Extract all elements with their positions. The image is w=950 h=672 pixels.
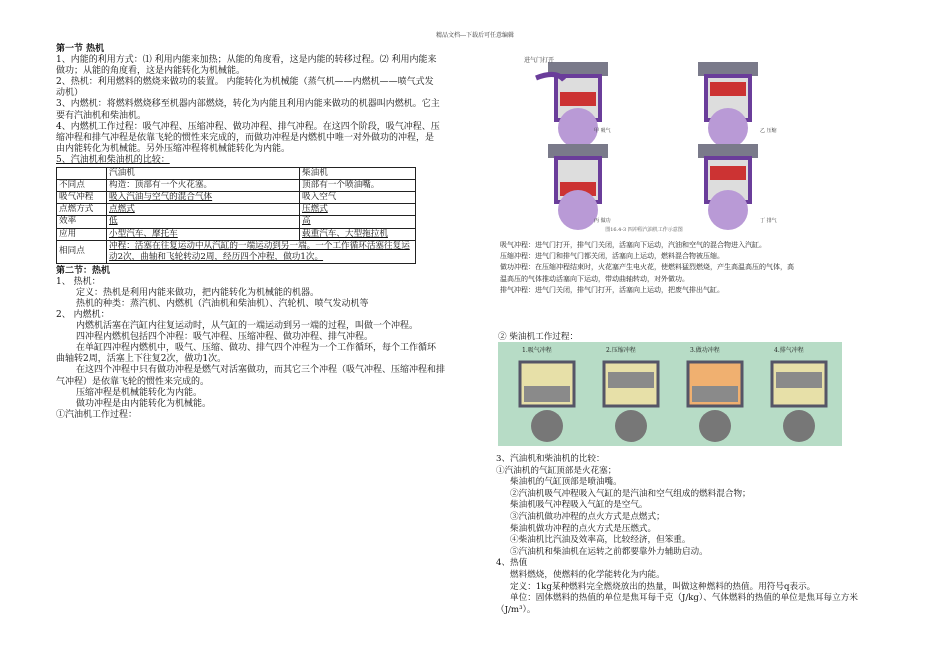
table-row — [57, 168, 416, 180]
s3-item-4: ④柴油机比汽油及效率高，比较经济，但笨重。 — [510, 535, 691, 546]
s4-title: 4、热值 — [496, 558, 528, 569]
s2-stroke-def: 内燃机活塞在汽缸内往复运动时，从气缸的一端运动到另一端的过程，叫做一个冲程。 — [76, 321, 419, 332]
table-row — [57, 216, 416, 228]
s3-item-1: ①汽油机的气缸顶部是火花塞； — [496, 465, 617, 476]
s2-compression: 压缩冲程是机械能转化为内能。 — [76, 387, 203, 398]
desc-power: 做功冲程：在压缩冲程结束时，火花塞产生电火花，使燃料猛烈燃烧，产生高温高压的气体，高温高压的气体推动活塞向下运动，带动曲轴转动，对外做功。 — [500, 263, 794, 283]
s3-title: 3、汽油机和柴油机的比较： — [496, 454, 605, 464]
table-cell: 吸气冲程 — [57, 192, 107, 204]
desc-exhaust: 排气冲程：进气门关闭，排气门打开，活塞向上运动，把废气排出气缸。 — [500, 285, 724, 294]
fig1-label-compression: 乙 压缩 — [760, 128, 777, 134]
para-1a: 1、内能的利用方式：⑴ 利用内能来加热；从能的角度看，这是内能的转移过程。⑵ 利用内能来 — [56, 55, 437, 66]
fig2-label-3: 3.做功冲程 — [690, 347, 720, 354]
para-2b: 动机） — [56, 88, 84, 99]
para-2a: 2、热机：利用燃料的燃烧来做功的装置。 内能转化为机械能（蒸气机——内燃机——喷气式发 — [56, 77, 434, 88]
table-cell: 相同点 — [57, 240, 107, 263]
para-4a: 4、内燃机工作过程：吸气冲程、压缩冲程、做功冲程、排气冲程。在这四个阶段，吸气冲程、压 — [56, 121, 440, 132]
s4-energy: 燃料燃烧，使燃料的化学能转化为内能。 — [510, 569, 665, 580]
diesel-caption: ② 柴油机工作过程： — [498, 332, 579, 342]
s2-definition: 定义：热机是利用内能来做功，把内能转化为机械能的机器。 — [76, 287, 320, 298]
table-cell: 顶部有一个喷油嘴。 — [300, 180, 416, 192]
table-cell: 载重汽车、大型拖拉机 — [300, 228, 416, 240]
s2-power: 做功冲程是由内能转化为机械能。 — [76, 398, 212, 409]
fig2-label-1: 1.吸气冲程 — [522, 347, 552, 354]
table-row — [57, 180, 416, 192]
table-cell: 低 — [107, 216, 300, 228]
engine-diagram-compression — [698, 62, 758, 148]
table-cell — [57, 168, 107, 180]
stroke-descriptions — [500, 240, 798, 296]
left-column — [56, 44, 466, 421]
s4-unit-1: 单位：固体燃料的热值的单位是焦耳每千克（J/kg）、气体燃料的热值的单位是焦耳每立方米 — [510, 593, 858, 604]
fig2-label-4: 4.排气冲程 — [774, 347, 804, 354]
s3-item-2b: 柴油机吸气冲程吸入气缸的是空气。 — [510, 500, 648, 511]
s2-gasoline-process: ①汽油机工作过程： — [56, 409, 138, 420]
s2-inertia-1: 在这四个冲程中只有做功冲程是燃气对活塞做功，而其它三个冲程（吸气冲程、压缩冲程和排 — [76, 365, 446, 376]
comparison-table — [56, 167, 416, 264]
table-cell: 吸入汽油与空气的混合气体 — [107, 192, 300, 204]
desc-intake: 吸气冲程：进气门打开，排气门关闭，活塞向下运动，汽油和空气的混合物进入汽缸。 — [500, 241, 766, 249]
s2-item-2: 2、 内燃机： — [56, 309, 110, 320]
diesel-engine-figure — [498, 342, 842, 446]
table-cell: 汽油机 — [107, 168, 300, 180]
s2-types: 热机的种类：蒸汽机、内燃机（汽油机和柴油机）、汽轮机、喷气发动机等 — [76, 298, 369, 309]
section-title: 第一节 热机 — [56, 44, 105, 54]
table-cell: 柴油机 — [300, 168, 416, 180]
fig1-label-power: 丙 做功 — [594, 218, 611, 224]
s3-item-2: ②汽油机吸气冲程吸入气缸的是汽油和空气组成的燃料混合物； — [510, 488, 751, 499]
table-row — [57, 228, 416, 240]
table-row — [57, 204, 416, 216]
page-header: 精品文档---下载后可任意编辑 — [435, 32, 515, 39]
fig1-label-intake-valve: 进气门打开 — [524, 57, 555, 64]
para-3b: 要有汽油机和柴油机。 — [56, 110, 147, 121]
section-2-title: 第二节：热机 — [56, 265, 111, 276]
s2-item-1: 1、 热机： — [56, 276, 101, 287]
table-cell: 吸入空气 — [300, 192, 416, 204]
fig1-label-intake: 甲 吸气 — [594, 128, 611, 134]
table-cell: 点燃方式 — [57, 204, 107, 216]
gasoline-engine-figure — [504, 44, 804, 234]
s2-four-strokes: 四冲程内燃机包括四个冲程：吸气冲程、压缩冲程、做功冲程、排气冲程。 — [76, 332, 374, 343]
para-1b: 做功；从能的角度看，这是内能转化为机械能。 — [56, 66, 246, 77]
s4-unit-2: （J/m³）。 — [496, 604, 536, 615]
table-row — [57, 240, 416, 263]
fig1-label-exhaust: 丁 排气 — [760, 218, 777, 224]
table-cell: 效率 — [57, 216, 107, 228]
table-cell: 应用 — [57, 228, 107, 240]
s3-item-3b: 柴油机做功冲程的点火方式是压燃式。 — [510, 523, 657, 534]
s4-definition: 定义：1kg某种燃料完全燃烧放出的热量，叫做这种燃料的热值。用符号q表示。 — [510, 581, 816, 592]
para-3a: 3、内燃机：将燃料燃烧移至机器内部燃烧，转化为内能且利用内能来做功的机器叫内燃机。它主 — [56, 99, 440, 110]
para-4c: 由内能转化为机械能。另外压缩冲程将机械能转化为内能。 — [56, 143, 291, 154]
para-4b: 缩冲程和排气冲程是依靠飞轮的惯性来完成的，而做功冲程是内燃机中唯一对外做功的冲程，是 — [56, 132, 435, 143]
s2-inertia-2: 气冲程）是依靠飞轮的惯性来完成的。 — [56, 376, 210, 387]
table-cell: 小型汽车、摩托车 — [107, 228, 300, 240]
table-cell: 冲程：活塞在往复运动中从汽缸的一端运动到另一端。一个工作循环活塞往复运动2次，曲轴和飞轮转动2周，经历四个冲程，做功1次。 — [107, 240, 416, 263]
engine-diagram-exhaust — [698, 144, 758, 230]
comparison-text — [496, 454, 922, 616]
s3-item-5: ⑤汽油机和柴油机在运转之前都要靠外力辅助启动。 — [510, 546, 708, 557]
para-5: 5、汽油机和柴油机的比较： — [56, 154, 170, 165]
s3-item-1b: 柴油机的气缸顶部是喷油嘴。 — [510, 477, 622, 488]
engine-diagram-intake — [536, 62, 608, 148]
table-row — [57, 192, 416, 204]
desc-compression: 压缩冲程：进气门和排气门都关闭，活塞向上运动，燃料混合物被压缩。 — [500, 252, 724, 261]
s2-cycle-1: 在单缸四冲程内燃机中，吸气、压缩、做功、排气四个冲程为一个工作循环，每个工作循环 — [76, 343, 437, 354]
table-cell: 不同点 — [57, 180, 107, 192]
s2-cycle-2: 曲轴转2周，活塞上下往复2次，做功1次。 — [56, 354, 227, 365]
table-cell: 构造：顶部有一个火花塞。 — [107, 180, 300, 192]
fig1-caption: 图16.4-3 四冲程汽油机工作示意图 — [605, 227, 683, 233]
table-cell: 点燃式 — [107, 204, 300, 216]
s3-item-3: ③汽油机做功冲程的点火方式是点燃式； — [510, 511, 665, 522]
fig2-label-2: 2.压缩冲程 — [606, 347, 636, 354]
table-cell: 高 — [300, 216, 416, 228]
table-cell: 压燃式 — [300, 204, 416, 216]
